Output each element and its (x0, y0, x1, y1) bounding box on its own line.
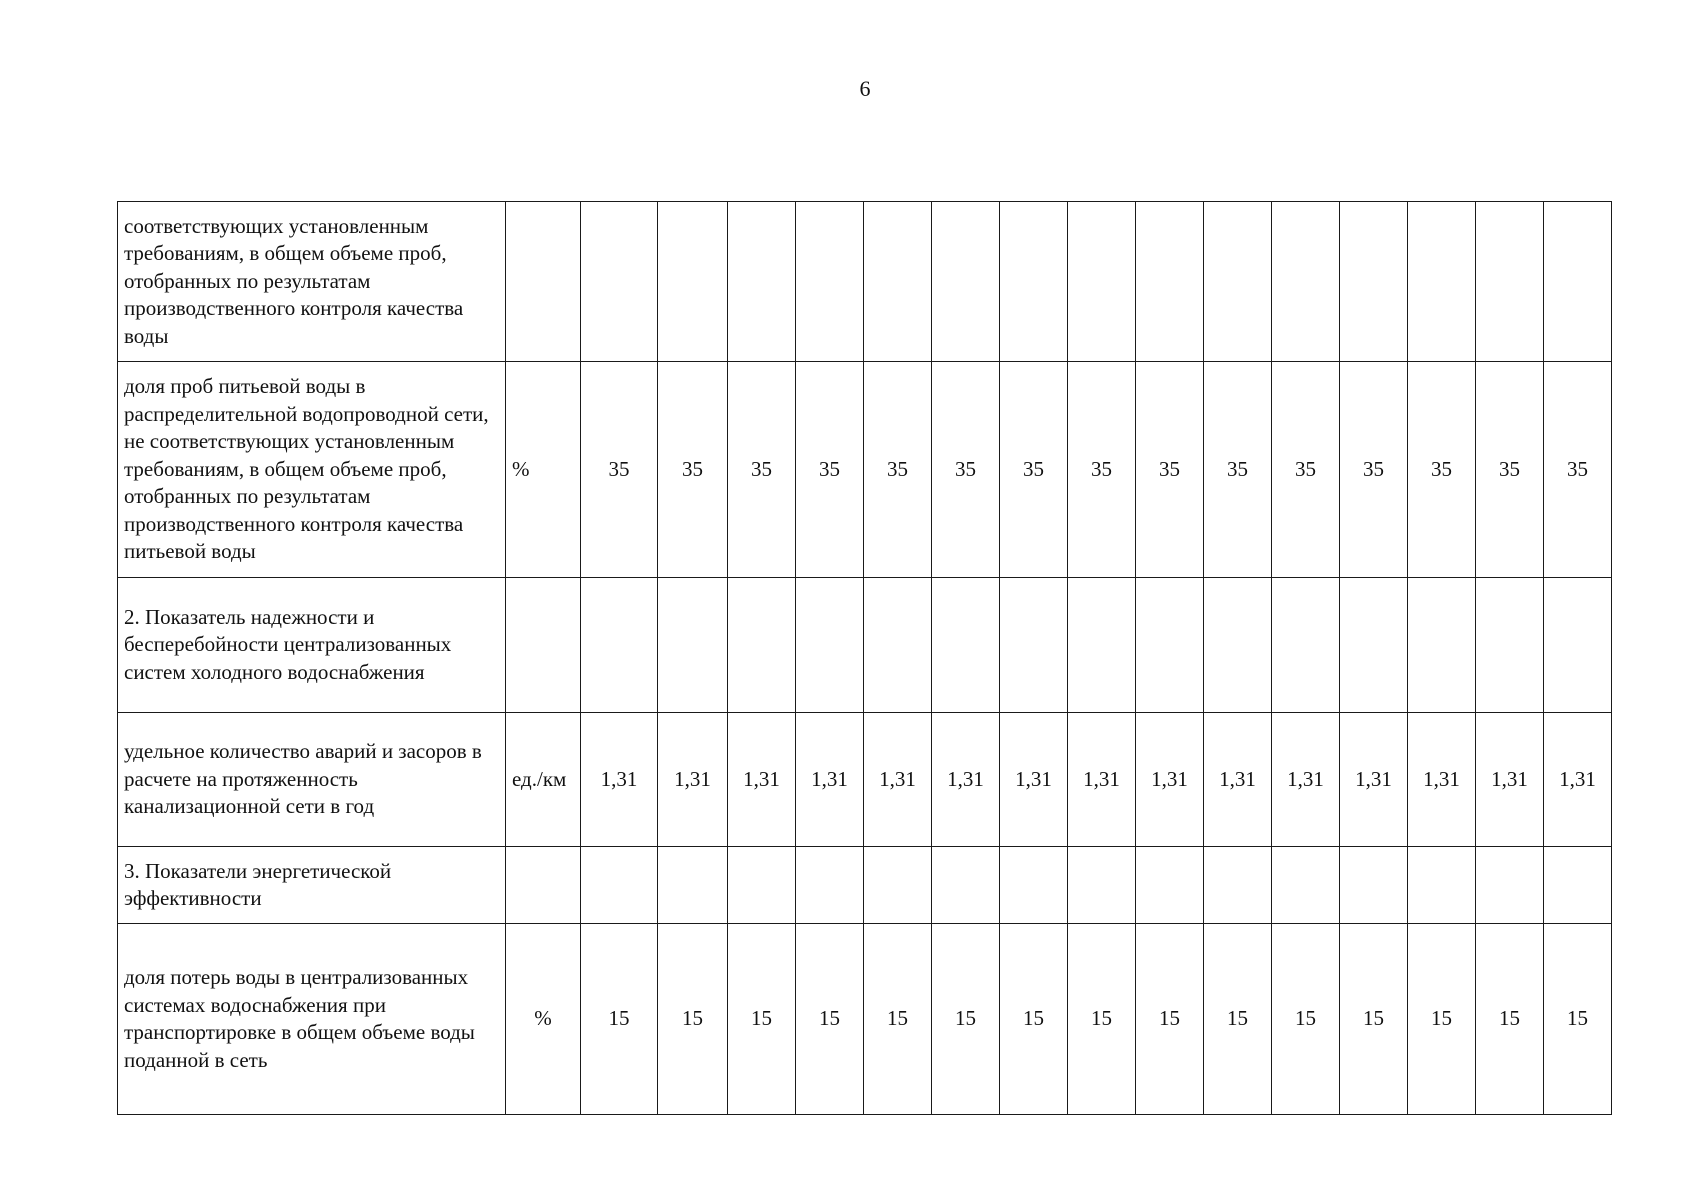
value-cell: 15 (1068, 924, 1136, 1115)
value-cell: 1,31 (1476, 713, 1544, 847)
indicator-name-cell: доля проб питьевой воды в распределительной водопроводной сети, не соответствующих установленным требованиям, в общем объеме проб, отобранных по результатам производственного контроля качества питьевой воды (118, 362, 506, 578)
value-cell: 35 (1000, 362, 1068, 578)
table-row (118, 362, 1612, 578)
value-cell (658, 578, 728, 713)
value-cell (728, 202, 796, 362)
value-cell: 35 (1068, 362, 1136, 578)
value-cell: 15 (1000, 924, 1068, 1115)
value-cell: 1,31 (1204, 713, 1272, 847)
value-cell: 35 (658, 362, 728, 578)
value-cell: 1,31 (1544, 713, 1612, 847)
value-cell (932, 847, 1000, 924)
value-cell (1340, 202, 1408, 362)
value-cell: 35 (1408, 362, 1476, 578)
value-cell: 1,31 (1000, 713, 1068, 847)
value-cell (1476, 578, 1544, 713)
value-cell: 15 (658, 924, 728, 1115)
value-cell (1476, 202, 1544, 362)
indicator-name-cell: удельное количество аварий и засоров в расчете на протяженность канализационной сети в год (118, 713, 506, 847)
value-cell: 1,31 (1272, 713, 1340, 847)
value-cell (1340, 578, 1408, 713)
value-cell: 15 (796, 924, 864, 1115)
value-cell (932, 202, 1000, 362)
table-row (118, 847, 1612, 924)
value-cell: 35 (1204, 362, 1272, 578)
value-cell (728, 847, 796, 924)
value-cell: 15 (1476, 924, 1544, 1115)
value-cell: 35 (1476, 362, 1544, 578)
value-cell (1272, 578, 1340, 713)
value-cell (1340, 847, 1408, 924)
value-cell: 1,31 (1136, 713, 1204, 847)
unit-cell (506, 202, 581, 362)
value-cell (1272, 202, 1340, 362)
value-cell: 35 (1272, 362, 1340, 578)
value-cell (864, 847, 932, 924)
value-cell: 1,31 (796, 713, 864, 847)
value-cell (1408, 202, 1476, 362)
value-cell: 35 (581, 362, 658, 578)
value-cell (1000, 202, 1068, 362)
unit-cell (506, 847, 581, 924)
value-cell (658, 847, 728, 924)
unit-cell: % (506, 362, 581, 578)
value-cell: 35 (728, 362, 796, 578)
value-cell (581, 578, 658, 713)
value-cell (1272, 847, 1340, 924)
value-cell (1408, 847, 1476, 924)
value-cell (1136, 202, 1204, 362)
value-cell: 35 (864, 362, 932, 578)
table-row (118, 924, 1612, 1115)
value-cell (581, 847, 658, 924)
value-cell (1544, 578, 1612, 713)
value-cell (932, 578, 1000, 713)
value-cell (1136, 847, 1204, 924)
value-cell (796, 847, 864, 924)
table-row (118, 578, 1612, 713)
value-cell: 1,31 (728, 713, 796, 847)
unit-cell: ед./км (506, 713, 581, 847)
value-cell: 15 (1136, 924, 1204, 1115)
value-cell (1204, 578, 1272, 713)
value-cell: 1,31 (1340, 713, 1408, 847)
value-cell: 1,31 (1408, 713, 1476, 847)
value-cell: 35 (796, 362, 864, 578)
value-cell: 1,31 (1068, 713, 1136, 847)
value-cell (1544, 202, 1612, 362)
value-cell: 15 (1204, 924, 1272, 1115)
value-cell: 1,31 (658, 713, 728, 847)
table-row (118, 713, 1612, 847)
value-cell: 1,31 (864, 713, 932, 847)
value-cell (1204, 202, 1272, 362)
value-cell: 1,31 (932, 713, 1000, 847)
value-cell: 15 (728, 924, 796, 1115)
section-heading-cell: 3. Показатели энергетической эффективности (118, 847, 506, 924)
value-cell (581, 202, 658, 362)
value-cell (864, 202, 932, 362)
value-cell (796, 578, 864, 713)
unit-cell: % (506, 924, 581, 1115)
value-cell (1068, 847, 1136, 924)
unit-cell (506, 578, 581, 713)
indicators-table (117, 201, 1612, 1115)
value-cell: 35 (1544, 362, 1612, 578)
indicator-name-cell: доля потерь воды в централизованных системах водоснабжения при транспортировке в общем объеме воды поданной в сеть (118, 924, 506, 1115)
value-cell (1000, 578, 1068, 713)
indicator-name-cell: соответствующих установленным требованиям, в общем объеме проб, отобранных по результатам производственного контроля качества воды (118, 202, 506, 362)
value-cell: 15 (1340, 924, 1408, 1115)
section-heading-cell: 2. Показатель надежности и бесперебойности централизованных систем холодного водоснабжения (118, 578, 506, 713)
value-cell (1408, 578, 1476, 713)
value-cell: 35 (1340, 362, 1408, 578)
table-row (118, 202, 1612, 362)
value-cell (1068, 202, 1136, 362)
page-number: 6 (859, 76, 871, 101)
value-cell: 1,31 (581, 713, 658, 847)
value-cell (1000, 847, 1068, 924)
value-cell (1136, 578, 1204, 713)
value-cell: 35 (932, 362, 1000, 578)
value-cell: 15 (864, 924, 932, 1115)
value-cell (1204, 847, 1272, 924)
value-cell: 15 (1544, 924, 1612, 1115)
value-cell: 15 (1408, 924, 1476, 1115)
value-cell: 15 (1272, 924, 1340, 1115)
value-cell: 15 (581, 924, 658, 1115)
value-cell (728, 578, 796, 713)
value-cell (658, 202, 728, 362)
value-cell (1068, 578, 1136, 713)
value-cell: 15 (932, 924, 1000, 1115)
value-cell (796, 202, 864, 362)
value-cell (864, 578, 932, 713)
value-cell (1476, 847, 1544, 924)
value-cell (1544, 847, 1612, 924)
value-cell: 35 (1136, 362, 1204, 578)
